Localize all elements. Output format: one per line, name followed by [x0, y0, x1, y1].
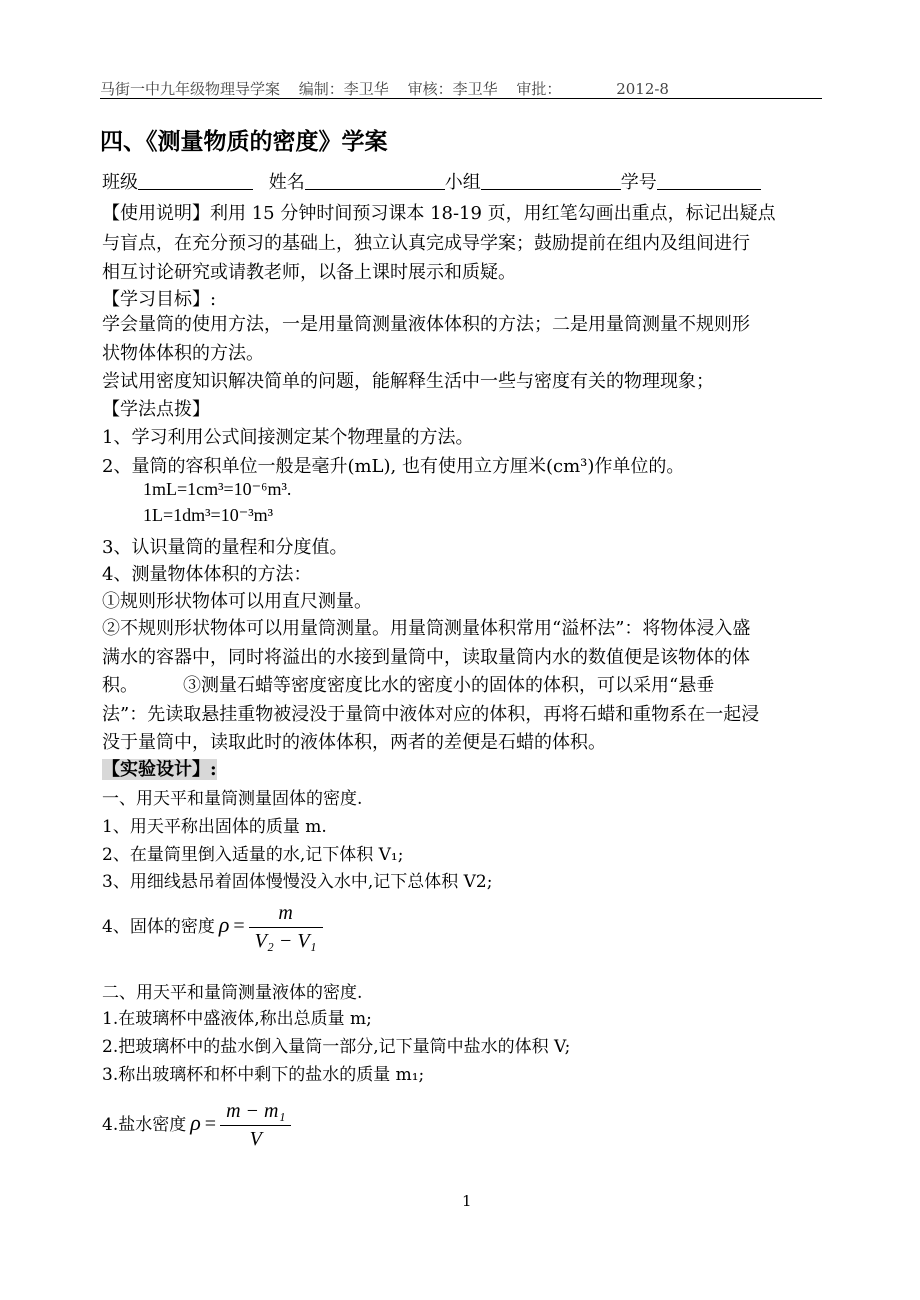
- solid-step-2: 2、在量筒里倒入适量的水,记下体积 V₁;: [102, 845, 404, 865]
- method-2-line-1: ②不规则形状物体可以用量筒测量。用量筒测量体积常用“溢杯法”：将物体浸入盛: [102, 618, 751, 639]
- equals-sign: =: [204, 1113, 217, 1135]
- goals-heading: 【学习目标】:: [102, 289, 217, 310]
- tips-item-2: 2、量筒的容积单位一般是毫升(mL), 也有使用立方厘米(cm³)作单位的。: [102, 456, 685, 477]
- liquid-density-label: 4.盐水密度: [102, 1115, 187, 1135]
- liquid-step-1: 1.在玻璃杯中盛液体,称出总质量 m;: [102, 1009, 372, 1029]
- class-label: 班级: [102, 172, 138, 193]
- group-blank[interactable]: [481, 171, 621, 190]
- equals-sign: =: [233, 915, 245, 937]
- tips-item-3: 3、认识量筒的量程和分度值。: [102, 537, 348, 558]
- header-reviewer: 审核：李卫华: [407, 80, 498, 98]
- solid-density-formula: [249, 902, 323, 953]
- formula-numerator: m: [278, 902, 293, 924]
- solid-density-label: 4、固体的密度: [102, 917, 215, 937]
- goals-line-1: 学会量筒的使用方法，一是用量筒测量液体体积的方法；二是用量筒测量不规则形: [102, 314, 750, 335]
- header-rule: [100, 98, 822, 99]
- header-date: 2012-8: [616, 80, 669, 98]
- liquid-section-title: 二、用天平和量筒测量液体的密度.: [102, 983, 363, 1003]
- method-2-line-3: 积。 ③测量石蜡等密度密度比水的密度小的固体的体积，可以采用“悬垂: [102, 675, 715, 696]
- header-approver: 审批：: [516, 80, 562, 98]
- header-school: 马街一中九年级物理导学案: [100, 80, 281, 98]
- unit-conversion-2: 1L=1dm³=10⁻³m³: [143, 505, 273, 525]
- page-number: 1: [462, 1192, 472, 1210]
- page-header: [100, 78, 820, 98]
- header-editor: 编制：李卫华: [298, 80, 389, 98]
- tips-heading: 【学法点拨】: [102, 399, 210, 420]
- goals-line-2: 状物体体积的方法。: [102, 343, 264, 364]
- usage-line-3: 相互讨论研究或请教老师，以备上课时展示和质疑。: [102, 262, 516, 283]
- liquid-density-formula: [220, 1100, 291, 1151]
- design-heading-text: 【实验设计】:: [102, 759, 217, 780]
- page-title: 四、《测量物质的密度》学案: [100, 129, 388, 155]
- student-info-fields: [102, 168, 761, 194]
- method-2-line-4: 法”：先读取悬挂重物被浸没于量筒中液体对应的体积，再将石蜡和重物系在一起浸: [102, 704, 760, 725]
- formula-numerator: m − m₁: [226, 1100, 286, 1122]
- name-label: 姓名: [268, 172, 305, 193]
- class-blank[interactable]: [138, 171, 253, 190]
- rho-symbol: ρ: [218, 912, 230, 937]
- solid-step-1: 1、用天平称出固体的质量 m.: [102, 817, 327, 837]
- method-2-line-5: 没于量筒中，读取此时的液体体积，两者的差便是石蜡的体积。: [102, 732, 606, 753]
- tips-item-1: 1、学习利用公式间接测定某个物理量的方法。: [102, 427, 474, 448]
- name-blank[interactable]: [305, 171, 445, 190]
- group-label: 小组: [444, 172, 481, 193]
- solid-step-3: 3、用细线悬吊着固体慢慢没入水中,记下总体积 V2;: [102, 872, 493, 892]
- solid-section-title: 一、用天平和量筒测量固体的密度.: [102, 789, 363, 809]
- liquid-step-3: 3.称出玻璃杯和杯中剩下的盐水的质量 m₁;: [102, 1065, 425, 1085]
- solid-step-4: [102, 902, 323, 953]
- liquid-step-2: 2.把玻璃杯中的盐水倒入量筒一部分,记下量筒中盐水的体积 V;: [102, 1037, 571, 1057]
- tips-item-4: 4、测量物体体积的方法：: [102, 564, 312, 585]
- number-blank[interactable]: [657, 171, 761, 190]
- liquid-step-4: [102, 1100, 291, 1151]
- method-1: ①规则形状物体可以用直尺测量。: [102, 591, 372, 612]
- number-label: 学号: [620, 172, 657, 193]
- formula-denominator: V: [220, 1125, 291, 1151]
- usage-line-2: 与盲点，在充分预习的基础上，独立认真完成导学案；鼓励提前在组内及组间进行: [102, 233, 750, 254]
- design-heading: [102, 755, 217, 781]
- usage-line-1: 【使用说明】利用 15 分钟时间预习课本 18-19 页，用红笔勾画出重点，标记出疑点: [102, 203, 776, 224]
- rho-symbol: ρ: [190, 1110, 201, 1135]
- goals-line-3: 尝试用密度知识解决简单的问题，能解释生活中一些与密度有关的物理现象；: [102, 371, 714, 392]
- method-2-line-2: 满水的容器中，同时将溢出的水接到量筒中，读取量筒内水的数值便是该物体的体: [102, 647, 750, 668]
- formula-denominator: V₂ − V₁: [249, 927, 323, 953]
- unit-conversion-1: 1mL=1cm³=10⁻⁶m³.: [143, 479, 292, 499]
